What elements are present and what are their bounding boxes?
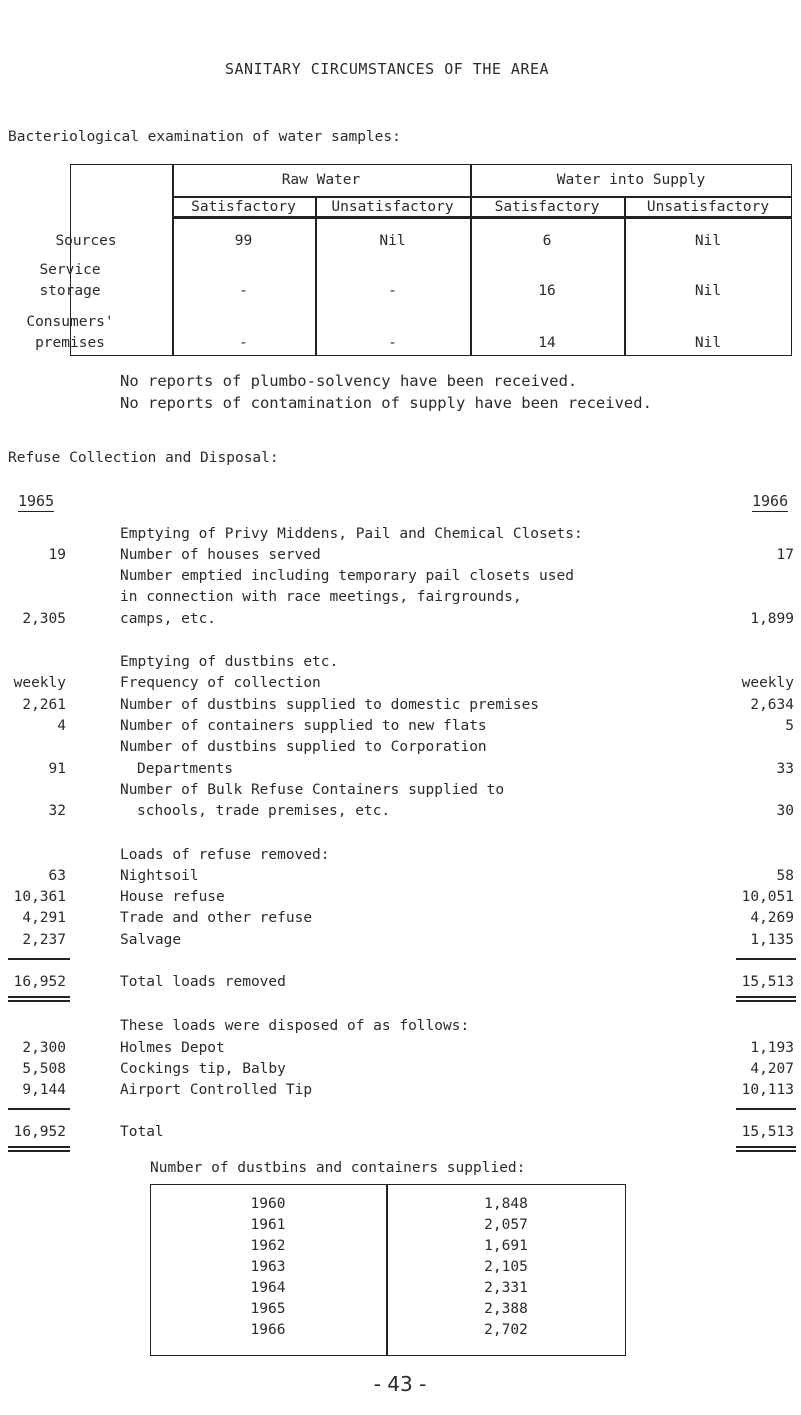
disposal-1966: 10,113: [741, 1082, 794, 1098]
table-cell: Nil: [694, 233, 722, 249]
row-label-service-line2: storage: [39, 283, 101, 299]
frequency-label: Frequency of collection: [120, 675, 321, 691]
table-cell: 14: [538, 335, 556, 351]
houses-1966: 17: [776, 547, 794, 563]
bulk-1966: 30: [776, 803, 794, 819]
table-row-count: 2,702: [484, 1322, 528, 1338]
disposal-1966: 4,207: [750, 1061, 794, 1077]
corp-label-line2: Departments: [137, 761, 234, 777]
table-row-count: 2,057: [484, 1217, 528, 1233]
page-title: SANITARY CIRCUMSTANCES OF THE AREA: [225, 60, 550, 78]
domestic-label: Number of dustbins supplied to domestic premises: [120, 697, 540, 713]
total-loads-1966: 15,513: [741, 974, 794, 990]
table-cell: Nil: [694, 283, 722, 299]
page-number: - 43 -: [373, 1372, 427, 1396]
subheader-raw-satisfactory: Satisfactory: [191, 199, 296, 215]
dustbins-supplied-heading: Number of dustbins and containers supplied:: [150, 1160, 526, 1176]
corp-1965: 91: [48, 761, 66, 777]
table-row-count: 2,388: [484, 1301, 528, 1317]
refuse-heading: Refuse Collection and Disposal:: [8, 450, 279, 466]
bacteriological-heading: Bacteriological examination of water samples:: [8, 129, 401, 145]
table-row-count: 2,331: [484, 1280, 528, 1296]
load-label: House refuse: [120, 889, 225, 905]
loads-heading: Loads of refuse removed:: [120, 847, 330, 863]
emptied-label-line2: in connection with race meetings, fairgrounds,: [120, 589, 522, 605]
table-row-year: 1964: [250, 1280, 286, 1296]
row-label-consumers-line2: premises: [35, 335, 105, 351]
disposal-1966: 1,193: [750, 1040, 794, 1056]
disposal-label: Airport Controlled Tip: [120, 1082, 313, 1098]
load-1966: 1,135: [750, 932, 794, 948]
load-label: Trade and other refuse: [120, 910, 313, 926]
disposal-1965: 9,144: [22, 1082, 66, 1098]
table-row-count: 1,691: [484, 1238, 528, 1254]
domestic-1966: 2,634: [750, 697, 794, 713]
load-1965: 2,237: [22, 932, 66, 948]
emptied-1965: 2,305: [22, 611, 66, 627]
domestic-1965: 2,261: [22, 697, 66, 713]
table-row-count: 1,848: [484, 1196, 528, 1212]
year-1965-header: 1965: [18, 492, 55, 510]
disposal-1965: 2,300: [22, 1040, 66, 1056]
load-1965: 4,291: [22, 910, 66, 926]
subheader-supply-satisfactory: Satisfactory: [494, 199, 600, 215]
total-loads-label: Total loads removed: [120, 974, 286, 990]
header-water-into-supply: Water into Supply: [556, 172, 706, 188]
table-cell: -: [388, 335, 397, 351]
row-label-consumers-line1: Consumers': [26, 314, 114, 330]
disposal-label: Holmes Depot: [120, 1040, 225, 1056]
table-cell: -: [388, 283, 397, 299]
total-label: Total: [120, 1124, 164, 1140]
frequency-1965: weekly: [13, 675, 66, 691]
table-row-year: 1962: [250, 1238, 286, 1254]
row-label-sources: Sources: [55, 233, 117, 249]
load-1965: 10,361: [13, 889, 66, 905]
total-1966: 15,513: [741, 1124, 794, 1140]
bulk-1965: 32: [48, 803, 66, 819]
load-1966: 58: [776, 868, 794, 884]
bulk-label-line2: schools, trade premises, etc.: [137, 803, 391, 819]
flats-1965: 4: [57, 718, 66, 734]
table-cell: 6: [542, 233, 552, 249]
disposal-1965: 5,508: [22, 1061, 66, 1077]
total-loads-1965: 16,952: [13, 974, 66, 990]
year-1966-header: 1966: [752, 492, 789, 510]
bulk-label-line1: Number of Bulk Refuse Containers supplied to: [120, 782, 505, 798]
disposal-label: Cockings tip, Balby: [120, 1061, 286, 1077]
disposal-heading: These loads were disposed of as follows:: [120, 1018, 470, 1034]
flats-label: Number of containers supplied to new flats: [120, 718, 487, 734]
subheader-supply-unsatisfactory: Unsatisfactory: [646, 199, 770, 215]
header-raw-water: Raw Water: [281, 172, 361, 188]
corp-label-line1: Number of dustbins supplied to Corporation: [120, 739, 487, 755]
flats-1966: 5: [785, 718, 794, 734]
houses-label: Number of houses served: [120, 547, 321, 563]
water-samples-table: [70, 164, 792, 356]
table-cell: -: [239, 283, 248, 299]
row-label-service-line1: Service: [39, 262, 101, 278]
emptied-label-line3: camps, etc.: [120, 611, 217, 627]
dustbin-heading: Emptying of dustbins etc.: [120, 654, 339, 670]
privy-heading: Emptying of Privy Middens, Pail and Chemical Closets:: [120, 526, 583, 542]
table-cell: 16: [538, 283, 556, 299]
table-cell: Nil: [379, 233, 406, 249]
load-1966: 10,051: [741, 889, 794, 905]
table-row-count: 2,105: [484, 1259, 528, 1275]
table-cell: -: [239, 335, 248, 351]
table-row-year: 1960: [250, 1196, 286, 1212]
subheader-raw-unsatisfactory: Unsatisfactory: [331, 199, 454, 215]
table-cell: 99: [234, 233, 253, 249]
table-row-year: 1965: [250, 1301, 286, 1317]
table-row-year: 1961: [250, 1217, 286, 1233]
emptied-label-line1: Number emptied including temporary pail closets used: [120, 568, 574, 584]
load-1965: 63: [48, 868, 66, 884]
report-contamination: No reports of contamination of supply have been received.: [120, 394, 652, 412]
load-label: Nightsoil: [120, 868, 199, 884]
load-label: Salvage: [120, 932, 182, 948]
load-1966: 4,269: [750, 910, 794, 926]
total-1965: 16,952: [13, 1124, 66, 1140]
report-plumbo-solvency: No reports of plumbo-solvency have been received.: [120, 372, 578, 390]
corp-1966: 33: [776, 761, 794, 777]
table-row-year: 1966: [250, 1322, 286, 1338]
table-row-year: 1963: [250, 1259, 286, 1275]
frequency-1966: weekly: [741, 675, 794, 691]
emptied-1966: 1,899: [750, 611, 794, 627]
table-cell: Nil: [694, 335, 722, 351]
houses-1965: 19: [48, 547, 66, 563]
